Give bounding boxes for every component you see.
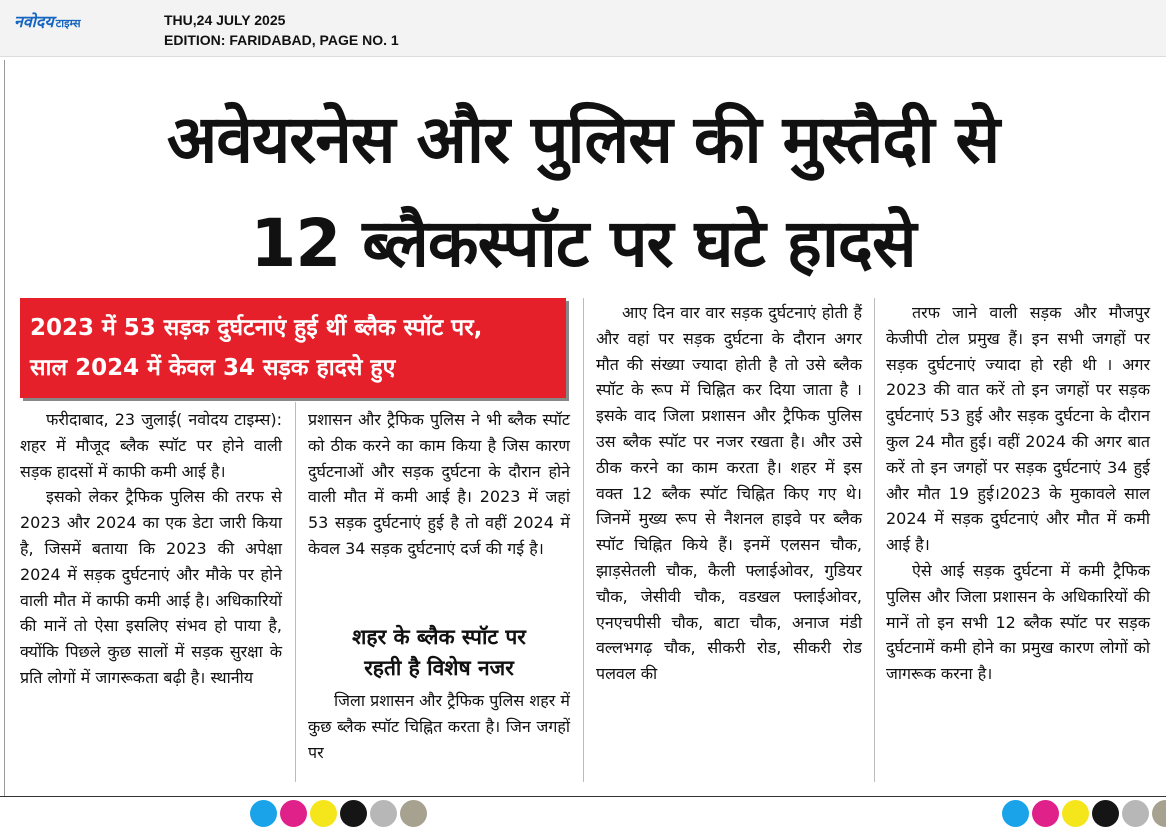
registration-marks-right bbox=[1002, 800, 1166, 827]
column-divider bbox=[874, 298, 875, 782]
edition-info: EDITION: FARIDABAD, PAGE NO. 1 bbox=[164, 32, 399, 48]
subheading-line-1: शहर के ब्लैक स्पॉट पर bbox=[352, 625, 526, 649]
issue-date: THU,24 JULY 2025 bbox=[164, 12, 286, 28]
article-column-4 bbox=[886, 300, 1150, 687]
article-column-2-continued bbox=[308, 688, 570, 765]
masthead-bar bbox=[0, 0, 1166, 57]
paragraph: तरफ जाने वाली सड़क और मौजपुर केजीपी टोल प्रमुख हैं। इन सभी जगहों पर सड़क दुर्घटनाएं ज्यादा हो रही थी । अगर 2023 की वात करें तो इन जगहों पर सड़क दुर्घटनाएं 53 हुई और सड़क दुर्घटना के दौरान कुल 24 मौत हुई। वहीं 2024 की अगर बात करें तो इन जगहों पर सड़क दुर्घटनाएं 34 हुई और मौत 19 हुई।2023 के मुकावले साल 2024 में सड़क दुर्घटनाएं और मौत में कमी आई है। bbox=[886, 303, 1150, 555]
registration-dot bbox=[340, 800, 367, 827]
registration-dot bbox=[1032, 800, 1059, 827]
newspaper-logo bbox=[14, 10, 81, 32]
article-column-2 bbox=[308, 407, 570, 562]
highlight-line-2: साल 2024 में केवल 34 सड़क हादसे हुए bbox=[30, 355, 396, 381]
registration-dot bbox=[1152, 800, 1166, 827]
headline-line-2: 12 ब्लैकस्पॉट पर घटे हादसे bbox=[250, 205, 916, 282]
registration-dot bbox=[1092, 800, 1119, 827]
paragraph-dateline: फरीदाबाद, 23 जुलाई( नवोदय टाइम्स): शहर में मौजूद ब्लैक स्पॉट पर होने वाली सड़क हादसों में काफी कमी आई है। bbox=[20, 410, 282, 481]
paragraph: ऐसे आई सड़क दुर्घटना में कमी ट्रैफिक पुलिस और जिला प्रशासन के अधिकारियों की मानें तो इन सभी 12 ब्लैक स्पॉट पर सड़क दुर्घटनामें कमी होने का प्रमुख कारण लोगों को जागरूक करना है। bbox=[886, 560, 1150, 684]
headline-line-1: अवेयरनेस और पुलिस की मुस्तैदी से bbox=[166, 101, 1000, 178]
highlight-line-1: 2023 में 53 सड़क दुर्घटनाएं हुई थीं ब्लैक स्पॉट पर, bbox=[30, 315, 483, 341]
paragraph: आए दिन वार वार सड़क दुर्घटनाएं होती हैं और वहां पर सड़क दुर्घटना के दौरान अगर मौत की संख्या ज्यादा होती है तो उसे ब्लैक स्पॉट के रूप में चिह्नित कर दिया जाता है । इसके वाद जिला प्रशासन और ट्रैफिक पुलिस उस ब्लैक स्पॉट पर नजर रखता है। और उसे ठीक करने का काम करता है। शहर में इस वक्त 12 ब्लैक स्पॉट चिह्नित किए गए थे। जिनमें मुख्य रूप से नैशनल हाइवे पर ब्लैक स्पॉट चिह्नित किये हैं। इनमें एलसन चौक, झाड़सेतली चौक, कैली फ्लाईओवर, गुडियर चौक, जेसीवी चौक, वडखल फ्लाईओवर, एनएचपीसी चौक, बाटा चौक, अनाज मंडी वल्लभगढ़ चौक, सीकरी रोड, सीकरी रोड पलवल की bbox=[596, 303, 862, 684]
registration-dot bbox=[280, 800, 307, 827]
paragraph: इसको लेकर ट्रैफिक पुलिस की तरफ से 2023 और 2024 का एक डेटा जारी किया है, जिसमें बताया कि 2023 की अपेक्षा 2024 में सड़क दुर्घटनाएं और मौके पर होने वाली मौत में काफी कमी आई है। अधिकारियों की मानें तो ऐसा इसलिए संभव हो पाया है, क्योंकि पिछले कुछ सालों में सड़क सुरक्षा के प्रति लोगों में जागरूकता बढ़ी है। स्थानीय bbox=[20, 487, 282, 687]
registration-dot bbox=[370, 800, 397, 827]
subheading-line-2: रहती है विशेष नजर bbox=[364, 656, 514, 680]
registration-marks-left bbox=[250, 800, 427, 827]
logo-subtext: टाइम्स bbox=[55, 17, 81, 30]
paragraph: जिला प्रशासन और ट्रैफिक पुलिस शहर में कुछ ब्लैक स्पॉट चिह्नित करता है। जिन जगहों पर bbox=[308, 691, 570, 762]
registration-dot bbox=[250, 800, 277, 827]
registration-dot bbox=[1062, 800, 1089, 827]
registration-dot bbox=[1002, 800, 1029, 827]
column-divider bbox=[583, 298, 584, 782]
main-headline bbox=[10, 88, 1156, 296]
column-divider bbox=[295, 402, 296, 782]
subheading bbox=[308, 622, 570, 684]
logo-text: नवोदय bbox=[14, 12, 54, 31]
dateline bbox=[164, 10, 399, 50]
registration-dot bbox=[400, 800, 427, 827]
article-column-3 bbox=[596, 300, 862, 687]
highlight-box bbox=[20, 298, 566, 398]
highlight-text bbox=[30, 308, 482, 388]
left-border-rule bbox=[4, 60, 5, 796]
registration-dot bbox=[1122, 800, 1149, 827]
paragraph: प्रशासन और ट्रैफिक पुलिस ने भी ब्लैक स्पॉट को ठीक करने का काम किया है जिस कारण दुर्घटनाओं और सड़क दुर्घटना के दौरान होने वाली मौत में कमी आई है। 2023 में जहां 53 सड़क दुर्घटनाएं हुई है तो वहीं 2024 में केवल 34 सड़क दुर्घटनाएं दर्ज की गई है। bbox=[308, 410, 570, 558]
bottom-rule bbox=[0, 796, 1166, 797]
article-column-1 bbox=[20, 407, 282, 691]
registration-dot bbox=[310, 800, 337, 827]
